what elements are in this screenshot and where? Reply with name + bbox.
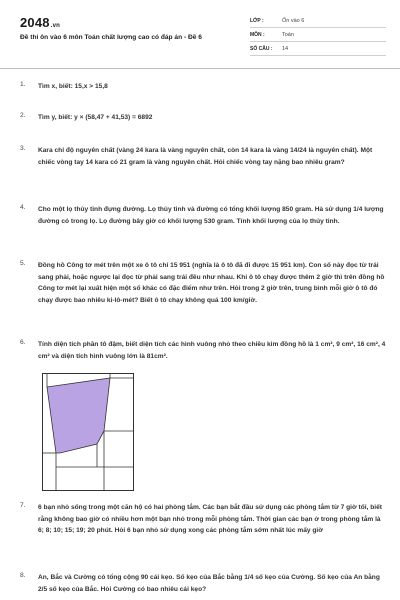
document-header bbox=[0, 0, 400, 66]
question-number: 8. bbox=[20, 572, 26, 579]
question-number: 1. bbox=[20, 81, 26, 88]
question-number: 3. bbox=[20, 145, 26, 152]
meta-value: 14 bbox=[282, 45, 289, 52]
header-divider bbox=[0, 68, 400, 69]
site-logo[interactable] bbox=[20, 15, 60, 30]
question-number: 6. bbox=[20, 339, 26, 346]
question-number: 4. bbox=[20, 204, 26, 211]
logo-suffix: .vn bbox=[50, 23, 61, 29]
shaded-region bbox=[47, 378, 110, 453]
question-text: Cho một lọ thủy tinh đựng đường. Lọ thủy tinh và đường có tổng khối lượng 850 gram. Hà sử dụng 1/4 lượng đường có trong lọ. Lọ đường bây giờ có khối lượng 530 gram. Tính khối lượng của lọ thủy tinh. bbox=[38, 206, 384, 225]
document-title: Đề thi ôn vào 6 môn Toán chất lượng cao có đáp án - Đề 6 bbox=[20, 34, 202, 41]
logo-text: 2048 bbox=[20, 15, 50, 30]
meta-row-class bbox=[250, 14, 386, 28]
question-number: 5. bbox=[20, 260, 26, 267]
question-text: Đồng hồ Công tơ mét trên một xe ô tô chỉ 15 951 (nghĩa là ô tô đã đi được 15 951 km). Con số này đọc từ trái sang phải, hoặc ngược lại đọc từ phải sang trái đều như nhau. Khi ô tô chạy được thêm 2 giờ thì trên đồng hồ Công tơ mét lại xuất hiện một số khác có đặc điểm như trên. Hỏi trong 2 giờ trên, trung bình mỗi giờ ô tô đó chạy được bao nhiêu ki-lô-mét? Biết ô tô chạy không quá 100 km/giờ. bbox=[38, 262, 385, 304]
meta-label: SỐ CÂU : bbox=[250, 45, 273, 52]
meta-row-subject bbox=[250, 28, 386, 42]
meta-row-count bbox=[250, 42, 386, 56]
meta-value: Ôn vào 6 bbox=[282, 17, 305, 24]
question-text: 6 bạn nhỏ sống trong một căn hộ có hai phòng tắm. Các bạn bắt đầu sử dụng các phòng tắm từ 7 giờ tối, biết rằng không bao giờ có nhiều hơn một bạn nhỏ trong mỗi phòng tắm. Thời gian các bạn ở trong phòng tắm là 6; 8; 10; 15; 19; 20 phút. Hỏi 6 bạn nhỏ sử dụng xong các phòng tắm sớm nhất lúc mấy giờ bbox=[38, 504, 382, 534]
question-number: 2. bbox=[20, 112, 26, 119]
question-text: An, Bắc và Cường có tổng cộng 90 cái kẹo. Số kẹo của Bắc bằng 1/4 số kẹo của Cường. Số kẹo của An bằng 2/5 số kẹo của Bắc. Hỏi Cường có bao nhiêu cái kẹo? bbox=[38, 574, 380, 593]
meta-label: MÔN : bbox=[250, 31, 265, 38]
meta-value: Toán bbox=[282, 31, 294, 38]
squares-figure bbox=[42, 373, 134, 491]
question-text: Tìm y, biết: y × (58,47 + 41,53) = 6892 bbox=[38, 114, 153, 121]
question-number: 7. bbox=[20, 502, 26, 509]
question-text: Tính diện tích phần tô đậm, biết diện tích các hình vuông nhỏ theo chiều kim đồng hồ là 1 cm², 9 cm², 16 cm², 4 cm² và diện tích hình vuông lớn là 81cm². bbox=[38, 341, 386, 360]
question-text: Kara chỉ độ nguyên chất (vàng 24 kara là vàng nguyên chất, còn 14 kara là vàng 14/24 là nguyên chất). Một chiếc vòng tay 14 kara có 21 gram là vàng nguyên chất. Hỏi chiếc vòng tay nặng bao nhiêu gram? bbox=[38, 147, 373, 166]
question-text: Tìm x, biết: 15,x > 15,8 bbox=[38, 83, 108, 90]
meta-table bbox=[250, 14, 386, 56]
meta-label: LỚP : bbox=[250, 17, 264, 24]
